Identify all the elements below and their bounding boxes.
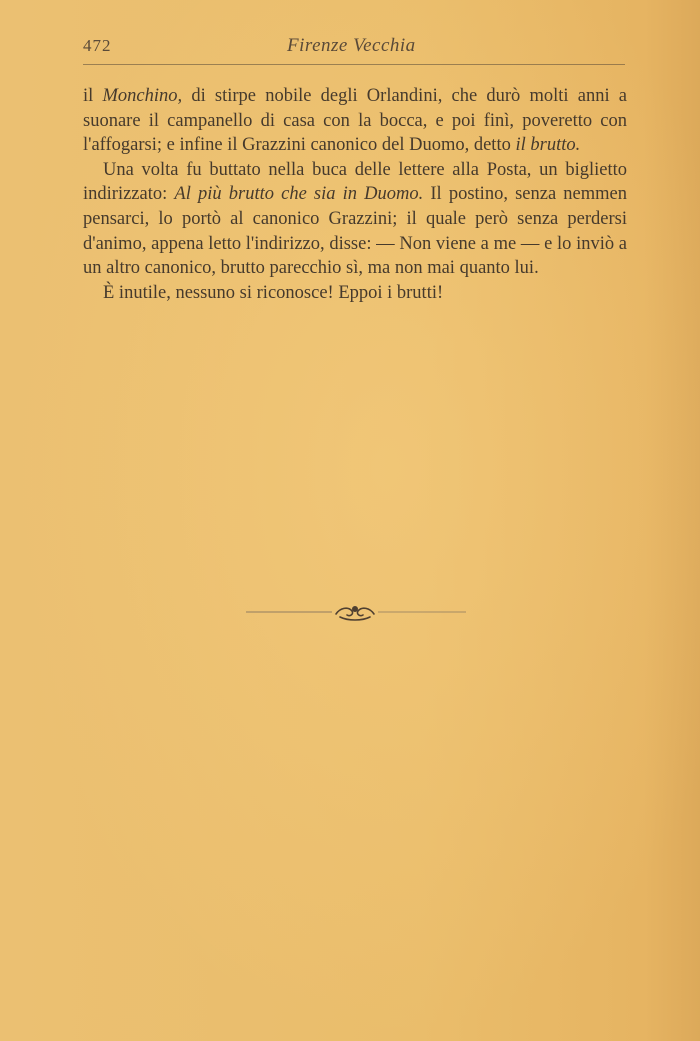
fleuron-ornament-icon (240, 600, 470, 624)
text-run: il (83, 86, 103, 106)
page-number: 472 (83, 36, 112, 55)
text-run: di stirpe nobile degli Orlandini, che durò molti anni a suonare il campanello di casa con la bocca, e poi finì, poveretto con l'affogarsi; e infine il Grazzini canonico del Duomo, detto (83, 86, 627, 156)
italic-text-run: il brutto. (515, 135, 581, 156)
paragraph (83, 84, 627, 158)
italic-text-run: Monchino, (102, 86, 183, 106)
paragraph (83, 158, 627, 281)
header-rule (83, 64, 625, 65)
paragraph (83, 281, 627, 306)
running-title: Firenze Vecchia (287, 35, 416, 56)
text-run: Il postino, senza nemmen pensarci, lo portò al canonico Grazzini; il quale però senza perdersi d'animo, appena letto l'indirizzo, disse: — Non viene a me — e lo inviò a un altro canonico, brutto parecchio sì, ma non mai quanto lui. (83, 184, 627, 279)
italic-text-run: Al più brutto che sia in Duomo. (174, 184, 424, 205)
body-text (83, 84, 627, 305)
page-header (83, 34, 627, 64)
text-run: Una volta fu buttato nella buca delle lettere alla Posta, un biglietto indirizzato: (83, 159, 627, 205)
text-run: È inutile, nessuno si riconosce! Eppoi i brutti! (103, 282, 444, 303)
